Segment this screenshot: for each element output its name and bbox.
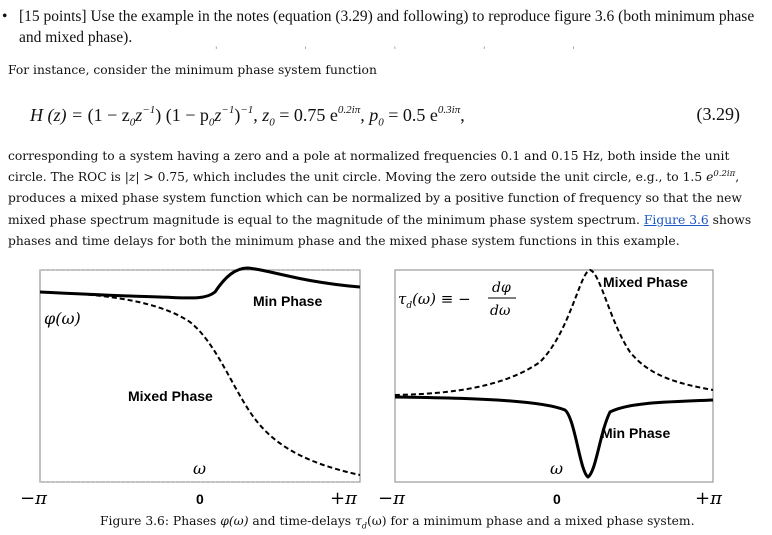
equation-expression: H $(z) = (1 - z_0z^{-1})$ $(1 - p_0z^{-1})^{-1}$, $z_0 = 0.75$ $e^{0.2i\pi}$, $p_0 = 0.5$ $e^{0.3i\pi}$,: [30, 104, 465, 129]
right-min-phase-label: Min Phase: [601, 425, 671, 441]
right-x-var: ω: [550, 459, 564, 478]
right-y-label-den: dω: [490, 303, 511, 319]
left-panel: [20, 268, 360, 509]
figure-caption: Figure 3.6: Phases φ(ω) and time-delays $\tau_d(\omega)$ for a minimum phase and a mixed phase system.: [100, 514, 695, 531]
right-y-label: $\tau_d(\omega)$ ≡ −: [398, 290, 471, 311]
left-mixed-phase-curve: [40, 292, 360, 475]
bullet: •: [2, 8, 8, 25]
equation-3-29: [30, 100, 750, 134]
left-min-phase-label: Min Phase: [253, 293, 323, 309]
right-mixed-phase-label: Mixed Phase: [603, 274, 688, 290]
left-tick-zero: 0: [196, 491, 204, 507]
problem-text: [15 points] Use the example in the notes (equation (3.29) and following) to reproduce figure 3.6 (both minimum phase and mixed phase).: [19, 8, 755, 46]
right-panel: [378, 270, 723, 509]
figure-3-6-link[interactable]: Figure 3.6: [643, 212, 709, 227]
left-tick-pos-pi: +π: [330, 488, 357, 509]
problem-statement: [2, 6, 762, 48]
intro-text: For instance, consider the minimum phase system function: [8, 63, 377, 77]
body-paragraph: corresponding to a system having a zero and a pole at normalized frequencies 0.1 and 0.15 Hz, both inside the unit circle. The ROC is |z| > 0.75, which includes the unit circle. Moving the zero outside the unit circle, e.g., to 1.5 $e^{0.2i\pi}$, produces a mixed phase system function which can be normalized by a positive function of frequency so that the new mixed phase spectrum magnitude is equal to the magnitude of the minimum phase system spectrum. Figure 3.6 shows phases and time delays for both the minimum phase and the mixed phase system functions in this example.: [8, 149, 752, 248]
left-tick-neg-pi: −π: [20, 488, 47, 509]
left-mixed-phase-label: Mixed Phase: [128, 388, 213, 404]
right-tick-zero: 0: [553, 491, 561, 507]
left-y-label: φ(ω): [44, 309, 81, 328]
figure-3-6: [0, 262, 772, 512]
scan-artifact: ' ' ' ' ': [215, 46, 617, 56]
right-tick-neg-pi: −π: [378, 488, 405, 509]
right-tick-pos-pi: +π: [695, 488, 722, 509]
equation-number: (3.29): [696, 104, 740, 124]
left-x-var: ω: [193, 459, 207, 478]
right-y-label-num: dφ: [492, 280, 511, 296]
